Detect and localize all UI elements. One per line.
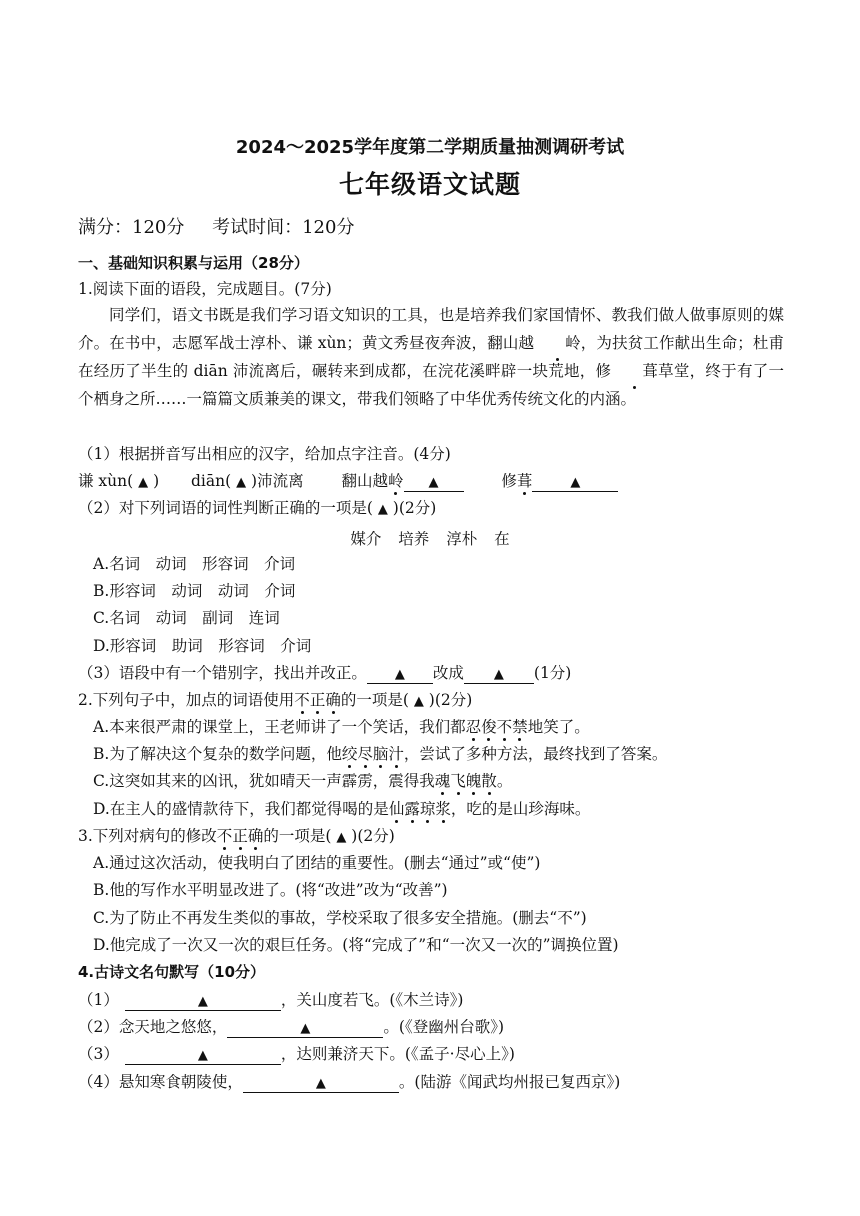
dotted-word (342, 745, 404, 763)
question-4-stem: 4.古诗文名句默写（10分） (78, 963, 266, 981)
question-2-stem: 2.下列句子中，加点的词语使用不正确的一项是( ▲ )(2分) (78, 691, 473, 709)
answer-blank[interactable]: ▲ (464, 665, 534, 684)
poem-line-3: （3） ▲ ，达则兼济天下。(《孟子·尽心上》) (78, 1045, 515, 1063)
dotted-char: 不 (294, 691, 310, 709)
dotted-char: 不 (496, 718, 513, 736)
answer-blank[interactable]: ▲ (367, 665, 433, 684)
dotted-char: 确 (247, 827, 264, 845)
answer-marker[interactable]: ▲ (377, 502, 388, 517)
full-score: 满分：120分 (78, 217, 185, 238)
dotted-char: 禁 (512, 718, 528, 736)
answer-blank[interactable]: ▲ (125, 992, 281, 1011)
dotted-char: 汁 (388, 745, 404, 763)
exam-time: 考试时间：120分 (212, 217, 355, 238)
dotted-char: 葺 (516, 472, 533, 490)
answer-marker[interactable]: ▲ (336, 830, 347, 845)
answer-blank[interactable]: ▲ (125, 1046, 281, 1065)
section-heading: 一、基础知识积累与运用（28分） (78, 254, 309, 272)
option-b[interactable]: B.为了解决这个复杂的数学问题，他绞尽脑汁，尝试了多种方法，最终找到了答案。 (93, 745, 668, 763)
answer-blank[interactable]: ▲ (227, 1019, 383, 1038)
question-1-sub1-items: 谦 xùn( ▲ ) diān( ▲ )沛流离 翻山越岭 ▲ 修葺 ▲ (78, 471, 618, 493)
question-3-stem: 3.下列对病句的修改不正确的一项是( ▲ )(2分) (78, 827, 395, 845)
dotted-char: 葺 (611, 357, 658, 385)
dotted-char: 忍 (465, 718, 482, 736)
answer-blank[interactable]: ▲ (243, 1074, 399, 1093)
option-b[interactable]: B.他的写作水平明显改进了。(将“改进”改为“改善”) (93, 881, 448, 899)
exam-subtitle: 七年级语文试题 (338, 170, 521, 199)
dotted-char: 脑 (372, 745, 389, 763)
dotted-char: 正 (309, 691, 326, 709)
dotted-word (389, 800, 451, 818)
answer-blank[interactable]: ▲ (404, 473, 464, 492)
option-c[interactable]: C.名词 动词 副词 连词 (93, 609, 280, 627)
dotted-word (217, 827, 264, 845)
dotted-char: 魄 (465, 772, 482, 790)
dotted-char: 琼 (419, 800, 436, 818)
exam-title: 2024～2025学年度第二学期质量抽测调研考试 (235, 137, 625, 158)
option-d[interactable]: D.形容词 助词 形容词 介词 (93, 637, 312, 655)
dotted-char: 正 (232, 827, 248, 845)
poem-line-1: （1） ▲ ，关山度若飞。(《木兰诗》) (78, 991, 464, 1009)
answer-marker[interactable]: ▲ (236, 475, 247, 490)
dotted-char: 岭 (534, 329, 581, 357)
word-list: 媒介 培养 淳朴 在 (350, 530, 510, 548)
poem-line-2: （2）念天地之悠悠， ▲ 。(《登幽州台歌》) (78, 1018, 504, 1036)
dotted-char: 尽 (357, 745, 373, 763)
dotted-word (466, 718, 528, 736)
dotted-char: 露 (404, 800, 420, 818)
question-1-sub3: （3）语段中有一个错别字，找出并改正。 ▲ 改成 ▲ (1分) (78, 664, 572, 682)
dotted-word (294, 691, 341, 709)
dotted-char: 不 (216, 827, 233, 845)
reading-paragraph: 同学们，语文书既是我们学习语文知识的工具，也是培养我们家国情怀、教我们做人做事原则的媒介。在书中，志愿军战士淳朴、谦 xùn；黄文秀昼夜奔波，翻山越 岭，为扶贫工作献出生命；杜甫在经历了半生的 diān 沛流离后，碾转来到成都，在浣花溪畔辟一块荒地，修 葺草堂，终于有了一个栖身之所……一篇篇文质兼美的课文，带我们领略了中华优秀传统文化的内涵。 (78, 306, 784, 408)
dotted-char: 仙 (388, 800, 405, 818)
answer-marker[interactable]: ▲ (413, 694, 424, 709)
answer-blank[interactable]: ▲ (532, 473, 618, 492)
dotted-char: 俊 (481, 718, 497, 736)
dotted-char: 魂 (434, 772, 451, 790)
question-1-stem: 1.阅读下面的语段，完成题目。(7分) (78, 280, 332, 298)
option-d[interactable]: D.在主人的盛情款待下，我们都觉得喝的是仙露琼浆，吃的是山珍海味。 (93, 800, 591, 818)
dotted-char: 散 (481, 772, 497, 790)
dotted-word (435, 772, 497, 790)
option-c[interactable]: C.这突如其来的凶讯，犹如晴天一声霹雳，震得我魂飞魄散。 (93, 772, 513, 790)
dotted-char: 飞 (450, 772, 466, 790)
answer-marker[interactable]: ▲ (138, 475, 149, 490)
dotted-char: 岭 (387, 472, 404, 490)
option-a[interactable]: A.本来很严肃的课堂上，王老师讲了一个笑话，我们都忍俊不禁地笑了。 (93, 718, 590, 736)
exam-info (78, 213, 376, 239)
dotted-char: 确 (325, 691, 341, 709)
question-1-sub2: （2）对下列词语的词性判断正确的一项是( ▲ )(2分) (78, 499, 437, 517)
dotted-char: 绞 (341, 745, 358, 763)
option-b[interactable]: B.形容词 动词 动词 介词 (93, 582, 296, 600)
poem-line-4: （4）悬知寒食朝陵使， ▲ 。(陆游《闻武均州报已复西京》) (78, 1073, 621, 1091)
option-a[interactable]: A.通过这次活动，使我明白了团结的重要性。(删去“通过”或“使”) (93, 854, 541, 872)
option-c[interactable]: C.为了防止不再发生类似的事故，学校采取了很多安全措施。(删去“不”) (93, 909, 587, 927)
question-1-sub1: （1）根据拼音写出相应的汉字，给加点字注音。(4分) (78, 445, 451, 463)
option-a[interactable]: A.名词 动词 形容词 介词 (93, 555, 296, 573)
option-d[interactable]: D.他完成了一次又一次的艰巨任务。(将“完成了”和“一次又一次的”调换位置) (93, 936, 619, 954)
dotted-char: 浆 (435, 800, 451, 818)
